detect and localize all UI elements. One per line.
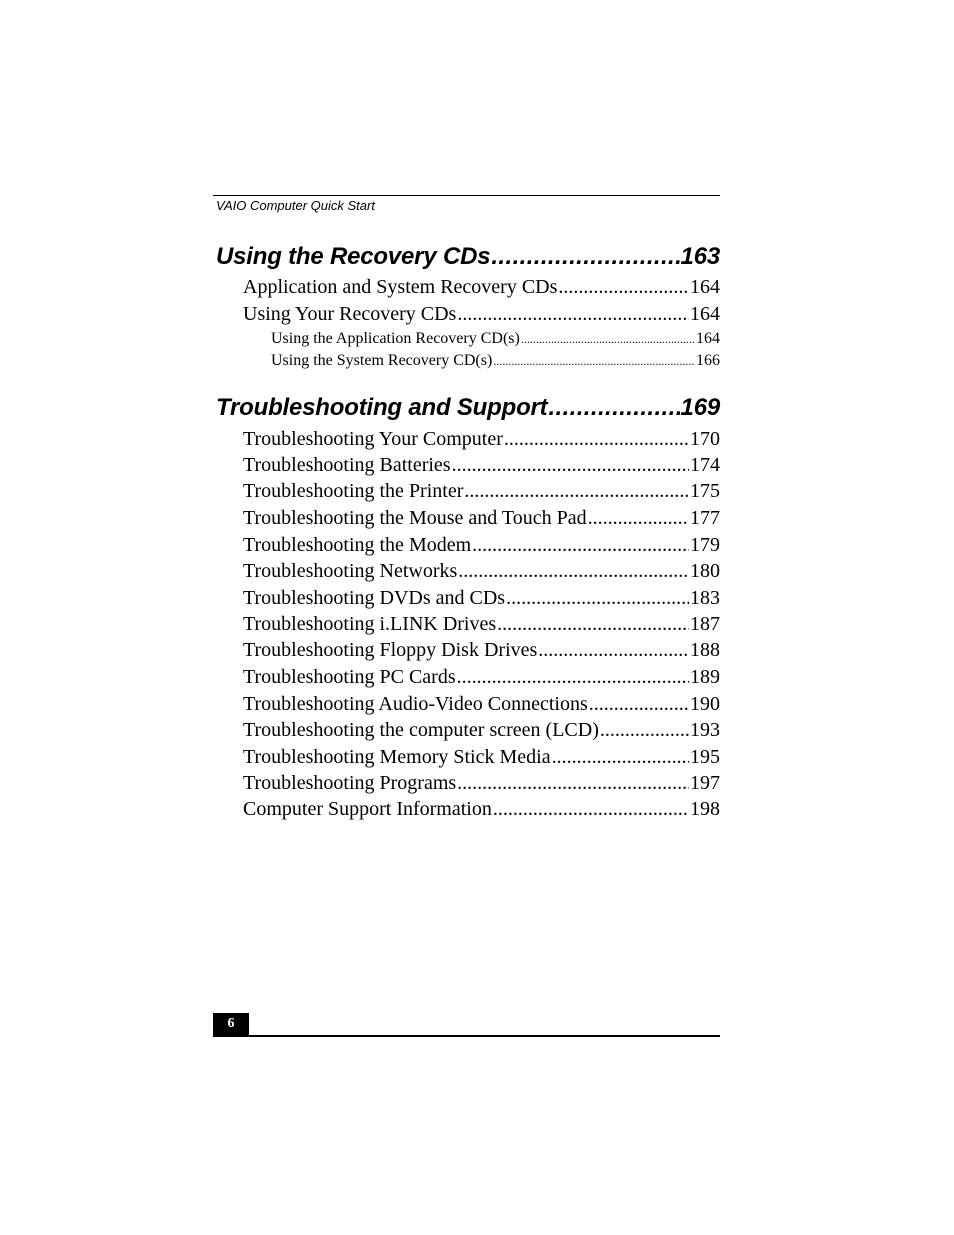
footer-rule [213,1035,720,1037]
dot-leader [491,243,679,271]
toc-entry[interactable] [243,693,720,716]
toc-subentry-title: Using the Application Recovery CD(s) [271,330,520,347]
toc-entry-title: Troubleshooting the Mouse and Touch Pad [243,507,587,529]
toc-page-number: 183 [690,587,720,609]
toc-entry[interactable] [243,746,720,769]
toc-entry-title: Troubleshooting Floppy Disk Drives [243,639,538,661]
toc-entry-title: Using Your Recovery CDs [243,303,457,325]
dot-leader [548,394,679,422]
dot-leader [588,507,689,530]
toc-entry[interactable] [243,719,720,742]
toc-page-number: 169 [680,394,720,421]
dot-leader [472,534,689,557]
toc-entry[interactable] [243,303,720,326]
toc-entry-title: Troubleshooting Audio-Video Connections [243,693,588,715]
toc-page-number: 177 [690,507,720,529]
toc-section-title: Troubleshooting and Support [216,394,548,421]
toc-entry-title: Troubleshooting PC Cards [243,666,456,688]
toc-page-number: 164 [696,330,720,347]
toc-entry[interactable] [243,587,720,610]
toc-entry-title: Troubleshooting Memory Stick Media [243,746,551,768]
toc-page-number: 198 [690,798,720,820]
toc-entry-title: Troubleshooting the Printer [243,480,464,502]
dot-leader [457,666,689,689]
toc-entry-title: Application and System Recovery CDs [243,276,558,298]
toc-page-number: 163 [680,243,720,270]
dot-leader [600,719,689,742]
toc-page-number: 164 [690,303,720,325]
dot-leader [558,276,689,299]
toc-entry[interactable] [243,613,720,636]
toc-page-number: 170 [690,428,720,450]
dot-leader [452,454,689,477]
dot-leader [493,798,689,821]
toc-page-number: 193 [690,719,720,741]
toc-page-number: 197 [690,772,720,794]
dot-leader [464,480,689,503]
page-number: 6 [213,1013,249,1036]
toc-subentry[interactable] [271,330,720,348]
toc-entry[interactable] [243,454,720,477]
toc-entry-title: Troubleshooting Batteries [243,454,451,476]
toc-entry-title: Troubleshooting the Modem [243,534,472,556]
toc-entry[interactable] [243,480,720,503]
toc-entry[interactable] [243,798,720,821]
running-head: VAIO Computer Quick Start [216,198,375,213]
dot-leader [493,354,695,369]
toc-page-number: 179 [690,534,720,556]
toc-entry-title: Troubleshooting i.LINK Drives [243,613,497,635]
toc-page-number: 174 [690,454,720,476]
dot-leader [457,303,689,326]
toc-page-number: 190 [690,693,720,715]
toc-entry[interactable] [243,639,720,662]
toc-entry-title: Troubleshooting Programs [243,772,457,794]
dot-leader [552,746,689,769]
toc-entry[interactable] [243,276,720,299]
toc-section-title: Using the Recovery CDs [216,243,491,270]
toc-section-heading[interactable] [216,243,720,271]
dot-leader [458,560,689,583]
header-rule [213,195,720,196]
toc-page-number: 189 [690,666,720,688]
dot-leader [589,693,689,716]
toc-page-number: 187 [690,613,720,635]
dot-leader [504,428,689,451]
toc-entry[interactable] [243,534,720,557]
toc-entry[interactable] [243,560,720,583]
toc-page-number: 195 [690,746,720,768]
toc-page-number: 180 [690,560,720,582]
toc-entry[interactable] [243,666,720,689]
toc-entry[interactable] [243,507,720,530]
dot-leader [506,587,689,610]
toc-entry[interactable] [243,428,720,451]
toc-entry-title: Troubleshooting Networks [243,560,458,582]
toc-section-heading[interactable] [216,394,720,422]
toc-entry[interactable] [243,772,720,795]
toc-page-number: 166 [696,352,720,369]
toc-entry-title: Computer Support Information [243,798,492,820]
dot-leader [521,332,695,347]
dot-leader [538,639,689,662]
toc-page-number: 175 [690,480,720,502]
toc-page-number: 164 [690,276,720,298]
toc-subentry[interactable] [271,352,720,370]
dot-leader [457,772,689,795]
dot-leader [497,613,689,636]
toc-entry-title: Troubleshooting Your Computer [243,428,503,450]
toc-page-number: 188 [690,639,720,661]
toc-subentry-title: Using the System Recovery CD(s) [271,352,493,369]
toc-entry-title: Troubleshooting the computer screen (LCD) [243,719,599,741]
toc-entry-title: Troubleshooting DVDs and CDs [243,587,506,609]
